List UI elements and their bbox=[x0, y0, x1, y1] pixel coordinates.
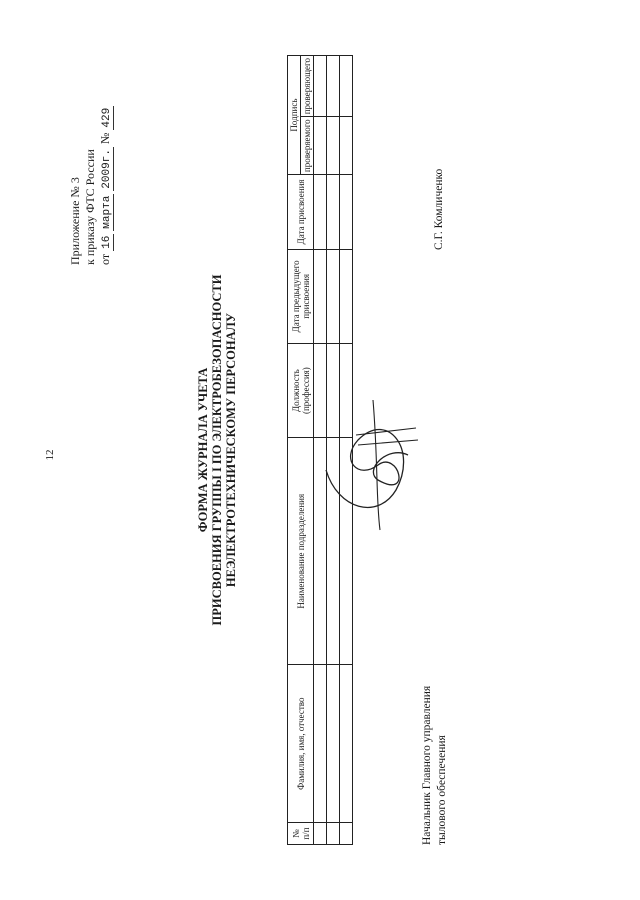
header-signature: Подпись bbox=[288, 56, 301, 175]
appendix-line-1: Приложение № 3 bbox=[68, 177, 82, 265]
appendix-date-prefix: от bbox=[98, 253, 112, 265]
header-department: Наименование подразделения bbox=[288, 438, 314, 665]
handwritten-signature bbox=[318, 390, 428, 540]
appendix-date-day: 16 bbox=[101, 235, 113, 249]
header-prev-date: Дата предыдущего присвоения bbox=[288, 249, 314, 343]
page-number: 12 bbox=[44, 449, 56, 461]
document-title bbox=[196, 0, 238, 900]
header-sig-checked: проверяемого bbox=[301, 117, 314, 175]
header-full-name: Фамилия, имя, отчество bbox=[288, 665, 314, 823]
appendix-line-2: к приказу ФТС России bbox=[83, 149, 97, 265]
title-line-3: НЕЭЛЕКТРОТЕХНИЧЕСКОМУ ПЕРСОНАЛУ bbox=[224, 312, 238, 588]
appendix-date-year: 2009г. bbox=[101, 149, 113, 189]
appendix-date-month: марта bbox=[101, 195, 113, 229]
signer-position-line-2: тылового обеспечения bbox=[436, 735, 448, 845]
table-header-row bbox=[288, 56, 301, 845]
header-date: Дата присвоения bbox=[288, 175, 314, 250]
header-num: № п/п bbox=[288, 823, 314, 845]
signer-position bbox=[420, 686, 450, 845]
signer-position-line-1: Начальник Главного управления bbox=[421, 685, 433, 845]
signer-name: С.Г. Комличенко bbox=[433, 168, 445, 250]
appendix-number: 429 bbox=[101, 107, 113, 128]
header-sig-checker: проверяющего bbox=[301, 56, 314, 117]
title-line-2: ПРИСВОЕНИЯ ГРУППЫ I ПО ЭЛЕКТРОБЕЗОПАСНОСТИ bbox=[210, 274, 224, 626]
title-line-1: ФОРМА ЖУРНАЛА УЧЕТА bbox=[196, 367, 210, 533]
appendix-block bbox=[68, 106, 115, 265]
header-position: Должность (профессия) bbox=[288, 343, 314, 437]
appendix-line-3 bbox=[98, 106, 115, 265]
appendix-number-label: № bbox=[98, 132, 112, 145]
